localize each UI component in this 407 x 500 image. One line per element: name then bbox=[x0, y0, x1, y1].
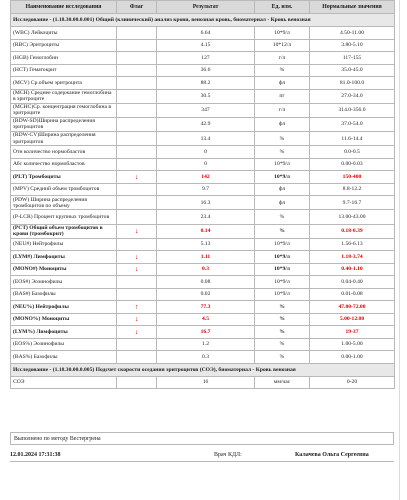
reference-range: 13.00-43.00 bbox=[310, 210, 395, 224]
page-edge-divider bbox=[399, 0, 400, 500]
result-row bbox=[11, 27, 395, 40]
reference-range: 0.00-1.00 bbox=[310, 351, 395, 364]
test-name: (MPV) Средний объем тромбоцитов bbox=[11, 183, 117, 196]
test-name: (MONO#) Моноциты bbox=[11, 263, 117, 276]
result-row bbox=[11, 301, 395, 314]
result-row bbox=[11, 77, 395, 90]
reference-range: 11.6-14.4 bbox=[310, 132, 395, 146]
result-row bbox=[11, 103, 395, 117]
unit: пг bbox=[255, 89, 310, 103]
result-value: 4.5 bbox=[157, 313, 255, 326]
reference-range: 8.8-12.2 bbox=[310, 183, 395, 196]
results-sheet bbox=[10, 0, 394, 389]
test-name: (PDW) Ширина распределения тромбоцитов по объему bbox=[11, 196, 117, 210]
test-name: (BAS%) Базофилы bbox=[11, 351, 117, 364]
result-row bbox=[11, 39, 395, 52]
section-header-row bbox=[11, 363, 395, 376]
unit: % bbox=[255, 313, 310, 326]
test-name: (NEU#) Нейтрофилы bbox=[11, 238, 117, 251]
flag-indicator: ↓ bbox=[117, 251, 157, 264]
unit: % bbox=[255, 351, 310, 364]
unit: 10*9/л bbox=[255, 251, 310, 264]
flag-indicator: ↑ bbox=[117, 301, 157, 314]
test-name: (RDW-CV)Ширина распределения эритроцитов bbox=[11, 132, 117, 146]
unit: фл bbox=[255, 183, 310, 196]
result-value: 0.3 bbox=[157, 263, 255, 276]
result-row bbox=[11, 52, 395, 65]
result-row bbox=[11, 326, 395, 339]
result-row bbox=[11, 224, 395, 238]
unit: % bbox=[255, 132, 310, 146]
result-value: 1.2 bbox=[157, 338, 255, 351]
result-value: 23.4 bbox=[157, 210, 255, 224]
result-row bbox=[11, 132, 395, 146]
flag-indicator bbox=[117, 276, 157, 289]
reference-range: 0.01-0.08 bbox=[310, 288, 395, 301]
reference-range: 47.00-72.00 bbox=[310, 301, 395, 314]
test-name: (NEU%) Нейтрофилы bbox=[11, 301, 117, 314]
test-name: (EOS%) Эозинофилы bbox=[11, 338, 117, 351]
reference-range: 27.0-34.0 bbox=[310, 89, 395, 103]
unit: 10*9/л bbox=[255, 158, 310, 171]
header-unit: Ед. изм. bbox=[255, 1, 310, 14]
reference-range: 0-20 bbox=[310, 376, 395, 389]
reference-range: 5.00-12.00 bbox=[310, 313, 395, 326]
result-value: 0 bbox=[157, 146, 255, 159]
result-row bbox=[11, 89, 395, 103]
result-value: 1.11 bbox=[157, 251, 255, 264]
unit: фл bbox=[255, 117, 310, 131]
flag-indicator bbox=[117, 27, 157, 40]
section-title: Исследование - (1.18.30.00.0.001) Общий (клинический) анализ крови, венозная кровь, биоматериал - Кровь венозная bbox=[11, 14, 395, 27]
result-row bbox=[11, 288, 395, 301]
test-name: Отн количество нормобластов bbox=[11, 146, 117, 159]
doctor-name: Калачева Ольга Сергеевна bbox=[295, 452, 369, 458]
header-test-name: Наименование исследования bbox=[11, 1, 117, 14]
flag-indicator bbox=[117, 39, 157, 52]
result-row bbox=[11, 251, 395, 264]
flag-indicator: ↓ bbox=[117, 171, 157, 184]
result-row bbox=[11, 171, 395, 184]
test-name: (EOS#) Эозинофилы bbox=[11, 276, 117, 289]
result-row bbox=[11, 117, 395, 131]
result-row bbox=[11, 376, 395, 389]
flag-indicator bbox=[117, 351, 157, 364]
header-flag: Флаг bbox=[117, 1, 157, 14]
result-value: 4.15 bbox=[157, 39, 255, 52]
result-row bbox=[11, 263, 395, 276]
result-row bbox=[11, 210, 395, 224]
unit: % bbox=[255, 338, 310, 351]
unit: 10*9/л bbox=[255, 238, 310, 251]
reference-range: 0.04-0.40 bbox=[310, 276, 395, 289]
result-value: 347 bbox=[157, 103, 255, 117]
reference-range: 0.18-0.39 bbox=[310, 224, 395, 238]
reference-range: 1.18-3.74 bbox=[310, 251, 395, 264]
flag-indicator bbox=[117, 376, 157, 389]
test-name: (RDW-SD)Ширина распределения эритроцитов bbox=[11, 117, 117, 131]
flag-indicator: ↓ bbox=[117, 224, 157, 238]
test-name: (LYM%) Лимфоциты bbox=[11, 326, 117, 339]
test-name: СОЭ bbox=[11, 376, 117, 389]
section-title: Исследование - (1.18.30.00.0.005) Подсчет скорости оседания эритроцитов (СОЭ), биоматериал - Кровь венозная bbox=[11, 363, 395, 376]
result-value: 6.64 bbox=[157, 27, 255, 40]
test-name: (BAS#) Базофилы bbox=[11, 288, 117, 301]
test-name: (WBC) Лейкоциты bbox=[11, 27, 117, 40]
unit: фл bbox=[255, 77, 310, 90]
test-name: (MCV) Ср.объем эритроцита bbox=[11, 77, 117, 90]
test-name: (HGB) Гемоглобин bbox=[11, 52, 117, 65]
section-header-row bbox=[11, 14, 395, 27]
result-value: 5.13 bbox=[157, 238, 255, 251]
test-name: (MCH) Среднее содержание гемоглобина в эритроците bbox=[11, 89, 117, 103]
reference-range: 81.0-100.0 bbox=[310, 77, 395, 90]
reference-range: 314.0-356.0 bbox=[310, 103, 395, 117]
result-row bbox=[11, 313, 395, 326]
result-row bbox=[11, 158, 395, 171]
test-name: (RBC) Эритроциты bbox=[11, 39, 117, 52]
unit: 10*9/л bbox=[255, 263, 310, 276]
test-name: (LYM#) Лимфоциты bbox=[11, 251, 117, 264]
doctor-label: Врач КДЛ: bbox=[214, 452, 242, 458]
result-value: 13.4 bbox=[157, 132, 255, 146]
unit: % bbox=[255, 64, 310, 77]
reference-range: 117-155 bbox=[310, 52, 395, 65]
flag-indicator bbox=[117, 158, 157, 171]
flag-indicator bbox=[117, 64, 157, 77]
unit: % bbox=[255, 146, 310, 159]
reference-range: 1.56-6.13 bbox=[310, 238, 395, 251]
test-name: Абс количество нормобластов bbox=[11, 158, 117, 171]
unit: г/л bbox=[255, 103, 310, 117]
flag-indicator: ↓ bbox=[117, 263, 157, 276]
results-body bbox=[11, 14, 395, 389]
result-value: 42.9 bbox=[157, 117, 255, 131]
test-name: (PLT) Тромбоциты bbox=[11, 171, 117, 184]
result-value: 16.3 bbox=[157, 196, 255, 210]
unit: 10*9/л bbox=[255, 27, 310, 40]
unit: 10*9/л bbox=[255, 171, 310, 184]
reference-range: 35.0-45.0 bbox=[310, 64, 395, 77]
unit: 10*9/л bbox=[255, 276, 310, 289]
flag-indicator bbox=[117, 210, 157, 224]
reference-range: 9.7-16.7 bbox=[310, 196, 395, 210]
flag-indicator bbox=[117, 146, 157, 159]
flag-indicator bbox=[117, 103, 157, 117]
flag-indicator bbox=[117, 338, 157, 351]
result-value: 77.3 bbox=[157, 301, 255, 314]
result-row bbox=[11, 64, 395, 77]
result-value: 9.7 bbox=[157, 183, 255, 196]
test-name: (PCT) Общий объем тромбоцитов в крови (тромбокрит) bbox=[11, 224, 117, 238]
reference-range: 37.0-54.0 bbox=[310, 117, 395, 131]
unit: мм/час bbox=[255, 376, 310, 389]
flag-indicator bbox=[117, 117, 157, 131]
method-note: Выполнено по методу Вестергрена bbox=[10, 432, 394, 445]
reference-range: 19-37 bbox=[310, 326, 395, 339]
header-reference-range: Нормальные значения bbox=[310, 1, 395, 14]
result-row bbox=[11, 338, 395, 351]
result-value: 0.14 bbox=[157, 224, 255, 238]
unit: % bbox=[255, 224, 310, 238]
reference-range: 4.50-11.00 bbox=[310, 27, 395, 40]
result-value: 88.2 bbox=[157, 77, 255, 90]
reference-range: 3.80-5.10 bbox=[310, 39, 395, 52]
test-name: (MONO%) Моноциты bbox=[11, 313, 117, 326]
reference-range: 1.00-5.00 bbox=[310, 338, 395, 351]
test-name: (HCT) Гематокрит bbox=[11, 64, 117, 77]
result-row bbox=[11, 196, 395, 210]
flag-indicator bbox=[117, 89, 157, 103]
flag-indicator bbox=[117, 183, 157, 196]
test-name: (MCHC)Ср. концентрация гемоглобина в эритроците bbox=[11, 103, 117, 117]
unit: % bbox=[255, 301, 310, 314]
unit: 10*9/л bbox=[255, 288, 310, 301]
result-row bbox=[11, 146, 395, 159]
flag-indicator: ↓ bbox=[117, 313, 157, 326]
signature-block bbox=[10, 449, 394, 461]
result-value: 16 bbox=[157, 376, 255, 389]
report-datetime: 12.01.2024 17:31:38 bbox=[10, 452, 61, 458]
result-value: 142 bbox=[157, 171, 255, 184]
reference-range: 0.40-1.10 bbox=[310, 263, 395, 276]
result-value: 0.02 bbox=[157, 288, 255, 301]
reference-range: 150-400 bbox=[310, 171, 395, 184]
signature-divider bbox=[10, 461, 394, 462]
flag-indicator bbox=[117, 132, 157, 146]
flag-indicator bbox=[117, 196, 157, 210]
result-value: 16.7 bbox=[157, 326, 255, 339]
flag-indicator bbox=[117, 288, 157, 301]
reference-range: 0.0-0.5 bbox=[310, 146, 395, 159]
result-value: 36.6 bbox=[157, 64, 255, 77]
result-row bbox=[11, 183, 395, 196]
result-row bbox=[11, 276, 395, 289]
flag-indicator: ↓ bbox=[117, 326, 157, 339]
results-table bbox=[10, 0, 395, 389]
result-value: 0.08 bbox=[157, 276, 255, 289]
reference-range: 0.00-0.03 bbox=[310, 158, 395, 171]
result-row bbox=[11, 238, 395, 251]
flag-indicator bbox=[117, 52, 157, 65]
unit: % bbox=[255, 210, 310, 224]
header-result: Результат bbox=[157, 1, 255, 14]
result-value: 30.5 bbox=[157, 89, 255, 103]
result-row bbox=[11, 351, 395, 364]
unit: г/л bbox=[255, 52, 310, 65]
flag-indicator bbox=[117, 77, 157, 90]
unit: % bbox=[255, 326, 310, 339]
flag-indicator bbox=[117, 238, 157, 251]
result-value: 0.3 bbox=[157, 351, 255, 364]
unit: фл bbox=[255, 196, 310, 210]
table-header-row bbox=[11, 1, 395, 14]
unit: 10*12/л bbox=[255, 39, 310, 52]
result-value: 0 bbox=[157, 158, 255, 171]
result-value: 127 bbox=[157, 52, 255, 65]
test-name: (P-LCR) Процент крупных тромбоцитов bbox=[11, 210, 117, 224]
